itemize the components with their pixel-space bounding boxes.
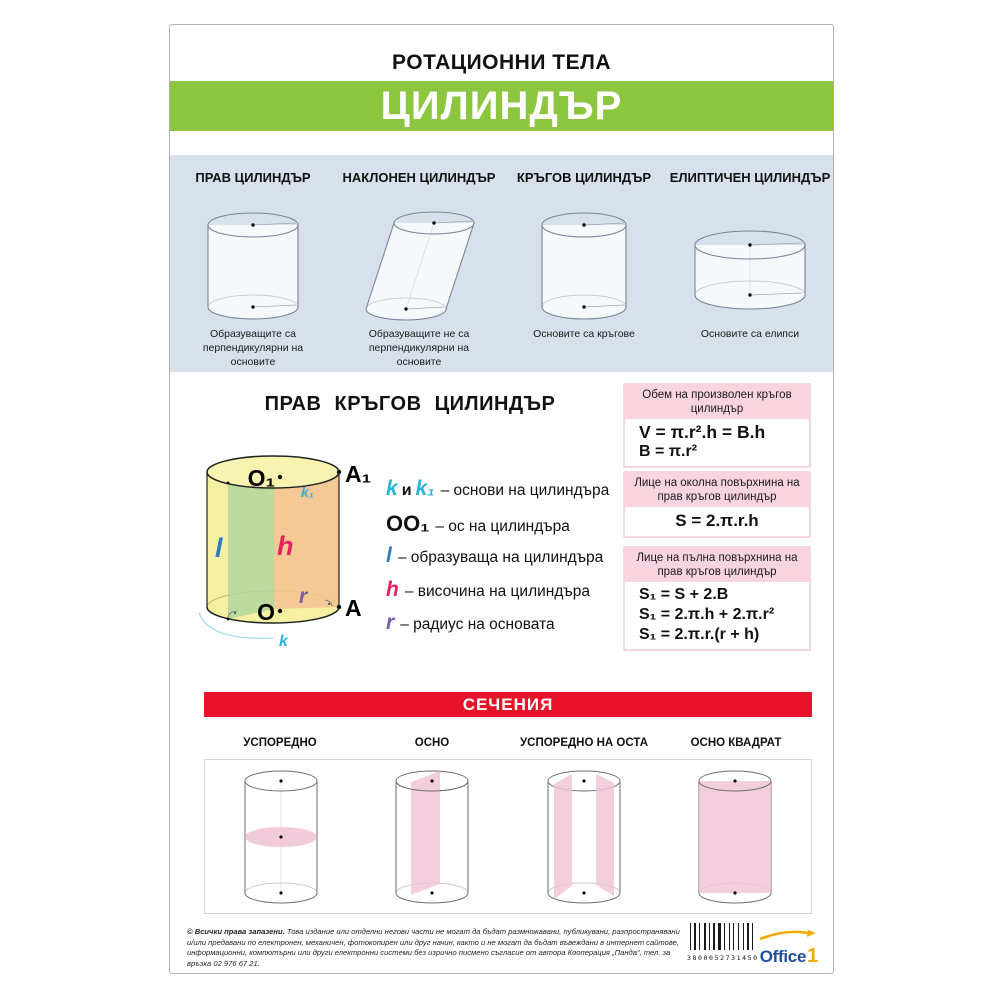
sections-figures-box — [204, 759, 812, 914]
title-band — [170, 81, 833, 131]
type-name: ЕЛИПТИЧЕН ЦИЛИНДЪР — [669, 170, 831, 185]
formula-box-body — [625, 507, 809, 536]
total-surface-formula-box — [623, 546, 811, 651]
circular-cylinder-drawing — [529, 207, 639, 325]
label-h: h — [277, 531, 294, 561]
formula-box-body — [625, 419, 809, 466]
poster — [169, 24, 834, 974]
parallel-section-drawing — [231, 764, 331, 910]
labeled-cylinder-diagram — [195, 441, 380, 659]
brand-name: Office — [759, 947, 807, 966]
type-caption: Образуващите не са перпендикулярни на основите — [368, 328, 470, 368]
formula-line: S₁ = S + 2.B — [639, 586, 729, 603]
logo-swoosh-icon — [758, 928, 816, 940]
legend-conjunction: и — [401, 482, 412, 499]
oblique-cylinder-figure — [358, 204, 480, 328]
legend-desc: – ос на цилиндъра — [435, 517, 570, 535]
legend-item-bases — [386, 477, 626, 511]
barcode — [687, 923, 757, 962]
label-a: A — [345, 595, 362, 621]
type-name: НАКЛОНЕН ЦИЛИНДЪР — [342, 170, 496, 185]
copyright-bold: © Всички права запазени. — [187, 927, 285, 936]
type-name: ПРАВ ЦИЛИНДЪР — [195, 170, 311, 185]
formula-line: V = π.r².h = B.h — [639, 422, 766, 442]
volume-formula-box — [623, 383, 811, 468]
axial-plane-green — [228, 475, 274, 619]
type-column-circular-cylinder — [501, 155, 667, 372]
label-l: l — [215, 533, 223, 563]
legend-desc: – височина на цилиндъра — [404, 582, 590, 600]
section-name-parallel-to-axis: УСПОРЕДНО НА ОСТА — [519, 737, 649, 749]
legend-desc: – образуваща на цилиндъра — [397, 549, 604, 566]
formula-line: B = π.r² — [639, 443, 698, 460]
section-figure-parallel — [205, 760, 357, 913]
cylinder-types-panel — [170, 155, 833, 372]
parallel-to-axis-section-drawing — [534, 764, 634, 910]
type-caption: Основите са елипси — [700, 328, 800, 340]
barcode-bars — [689, 923, 755, 950]
lateral-surface-formula-box — [623, 471, 811, 538]
label-o1: O₁ — [247, 465, 275, 491]
type-column-right-cylinder — [170, 155, 336, 372]
right-cylinder-figure — [195, 204, 311, 328]
right-cylinder-drawing — [195, 207, 311, 325]
section-figure-parallel-to-axis — [508, 760, 660, 913]
type-caption: Образуващите са перпендикулярни на основите — [202, 328, 304, 368]
barcode-digits: 3800052731450 — [687, 954, 759, 962]
legend-item-generatrix — [386, 544, 626, 578]
type-column-oblique-cylinder — [336, 155, 502, 372]
section-name-axial-square: ОСНО КВАДРАТ — [690, 737, 782, 749]
legend-desc: – радиус на основата — [400, 616, 555, 633]
formula-box-header: Обем на произволен кръгов цилиндър — [642, 389, 792, 415]
elliptical-cylinder-figure — [686, 204, 814, 328]
formula-box-body — [625, 582, 809, 649]
circular-cylinder-figure — [529, 204, 639, 328]
legend-item-height — [386, 578, 626, 612]
formula-line: S₁ = 2.π.h + 2.π.r² — [639, 606, 775, 623]
formula-box-header: Лице на пълна повърхнина на прав кръгов цилиндър — [636, 552, 798, 578]
elliptical-cylinder-drawing — [686, 223, 814, 319]
label-k1: k₁ — [301, 484, 314, 500]
type-caption: Основите са кръгове — [533, 328, 635, 340]
axial-square-section-drawing — [685, 764, 785, 910]
legend-symbol: OO₁ — [386, 510, 430, 536]
legend-symbol: k₁ — [415, 477, 435, 500]
diagram-legend — [386, 477, 626, 645]
label-k: k — [279, 633, 288, 650]
copyright-rest: Това издание или отделни негови части не могат да бъдат размножавани, публикувани, разпространявани и/или предавани по електронен, механичен, фотокопирен или друг начин, както и не могат да бъдат въвеждани в интернет сайтове, информационни, компютърни или други електронни системи без изрично писмено съгласие от автора Кооперация „Панда“, тел. за връзка 02 976 67 21. — [187, 927, 680, 968]
legend-desc: – основи на цилиндъра — [440, 482, 610, 499]
right-circular-cylinder-heading: ПРАВ КРЪГОВ ЦИЛИНДЪР — [264, 393, 556, 415]
legend-symbol: k — [386, 477, 398, 500]
poster-title: ЦИЛИНДЪР — [380, 84, 623, 128]
copyright-text — [187, 927, 683, 970]
sections-title-bar: СЕЧЕНИЯ — [204, 692, 812, 717]
label-a1: A₁ — [345, 461, 372, 487]
office1-logo — [758, 927, 820, 968]
type-name: КРЪГОВ ЦИЛИНДЪР — [516, 170, 652, 185]
formula-line: S₁ = 2.π.r.(r + h) — [639, 626, 760, 643]
oblique-cylinder-drawing — [358, 207, 480, 325]
type-column-elliptical-cylinder — [667, 155, 833, 372]
label-o: O — [257, 599, 275, 625]
legend-item-axis — [386, 511, 626, 545]
poster-supertitle: РОТАЦИОННИ ТЕЛА — [392, 51, 611, 74]
section-figure-axial — [357, 760, 509, 913]
section-figure-axial-square — [660, 760, 812, 913]
legend-item-radius — [386, 611, 626, 645]
section-name-parallel: УСПОРЕДНО — [243, 737, 317, 749]
axial-section-drawing — [382, 764, 482, 910]
legend-symbol: r — [386, 611, 395, 634]
brand-number: 1 — [807, 945, 819, 967]
legend-symbol: l — [386, 544, 392, 567]
formula-line: S = 2.π.r.h — [675, 511, 759, 530]
section-name-axial: ОСНО — [414, 737, 450, 749]
legend-symbol: h — [386, 577, 399, 601]
formula-box-header: Лице на околна повърхнина на прав кръгов цилиндър — [634, 477, 800, 503]
label-r: r — [299, 585, 308, 608]
